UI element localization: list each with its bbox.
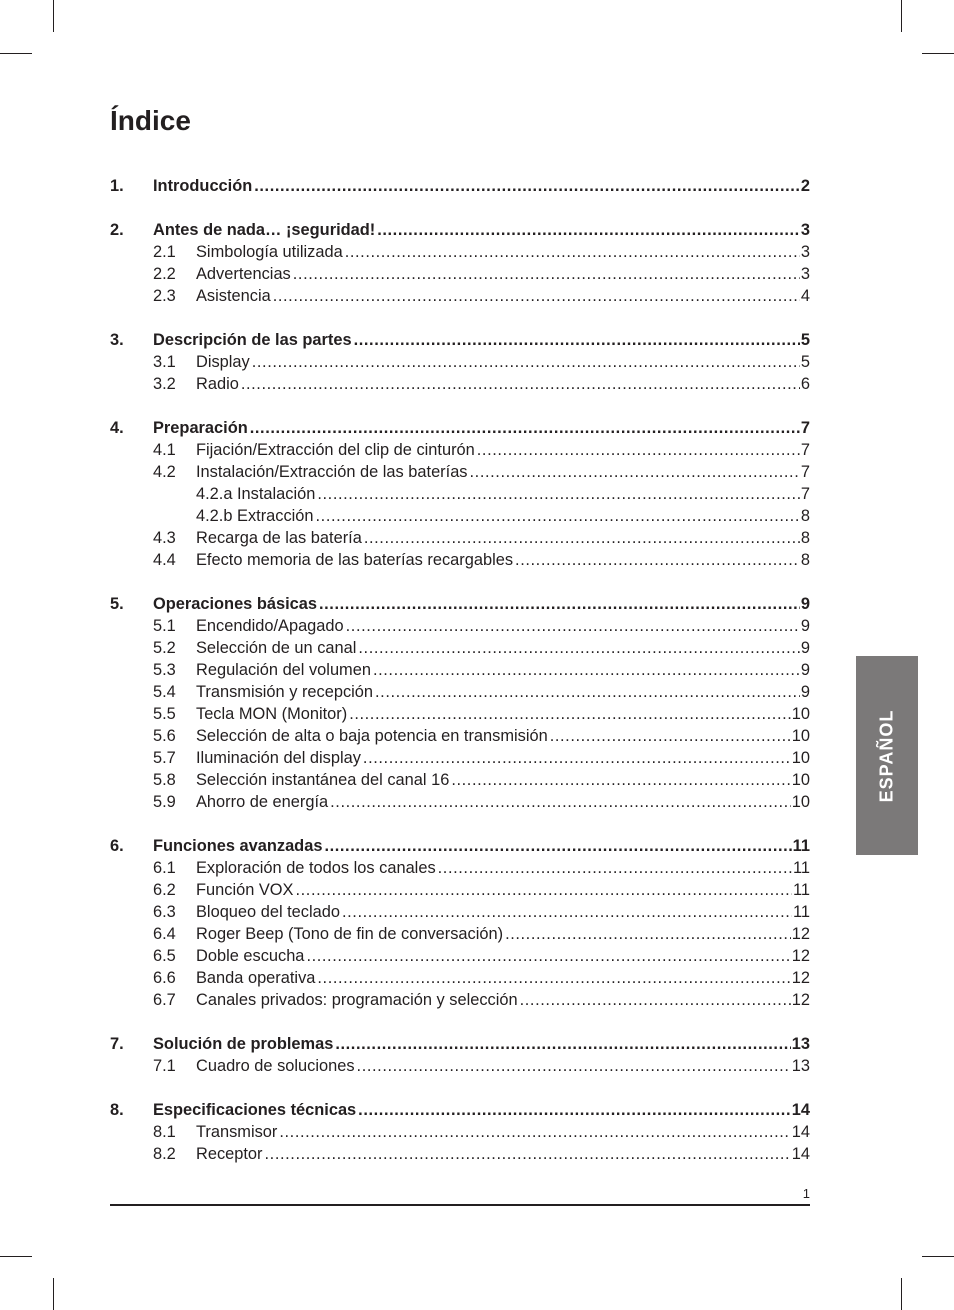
toc-number: 5.2 [153, 639, 176, 657]
toc-number: 6. [110, 837, 124, 855]
toc-entry[interactable] [110, 791, 810, 813]
toc-page-number: 11 [792, 903, 810, 921]
toc-number: 4. [110, 419, 124, 437]
toc-label: Funciones avanzadas [153, 837, 323, 855]
toc-page-number: 8 [800, 507, 810, 525]
toc-page-number: 7 [800, 419, 810, 437]
toc-page-number: 5 [800, 353, 810, 371]
toc-number: 3.1 [153, 353, 176, 371]
toc-dot-leader [324, 835, 791, 857]
toc-label: Exploración de todos los canales [196, 859, 436, 877]
toc-page-number: 3 [800, 265, 810, 283]
toc-page-number: 7 [800, 463, 810, 481]
toc-dot-leader [252, 351, 800, 373]
toc-entry[interactable] [110, 461, 810, 483]
toc-page-number: 8 [800, 529, 810, 547]
toc-entry[interactable] [110, 659, 810, 681]
toc-entry[interactable] [110, 703, 810, 725]
footer-rule [110, 1204, 810, 1206]
toc-label: Iluminación del display [196, 749, 361, 767]
toc-entry[interactable] [110, 615, 810, 637]
toc-page-number: 14 [791, 1101, 810, 1119]
toc-number: 6.6 [153, 969, 176, 987]
toc-number: 4.1 [153, 441, 176, 459]
toc-label: Cuadro de soluciones [196, 1057, 355, 1075]
toc-page-number: 7 [800, 441, 810, 459]
toc-section[interactable] [110, 1033, 810, 1055]
toc-label: Preparación [153, 419, 248, 437]
toc-page-number: 9 [800, 639, 810, 657]
crop-mark [922, 1256, 954, 1257]
toc-page-number: 10 [791, 771, 810, 789]
toc-section[interactable] [110, 835, 810, 857]
toc-label: Radio [196, 375, 239, 393]
toc-entry[interactable] [110, 483, 810, 505]
toc-number: 1. [110, 177, 124, 195]
language-tab [856, 656, 918, 855]
toc-label: Selección de alta o baja potencia en transmisión [196, 727, 548, 745]
toc-dot-leader [515, 549, 800, 571]
toc-dot-leader [505, 923, 791, 945]
toc-number: 2.3 [153, 287, 176, 305]
toc-page-number: 4 [800, 287, 810, 305]
toc-page-number: 11 [792, 881, 810, 899]
toc-label: Solución de problemas [153, 1035, 334, 1053]
toc-dot-leader [250, 417, 800, 439]
toc-page-number: 10 [791, 793, 810, 811]
toc-label: Tecla MON (Monitor) [196, 705, 348, 723]
toc-dot-leader [317, 483, 800, 505]
toc-dot-leader [330, 791, 791, 813]
toc-dot-leader [354, 329, 800, 351]
toc-dot-leader [306, 945, 790, 967]
toc-label: Introducción [153, 177, 253, 195]
toc-dot-leader [254, 175, 800, 197]
toc-label: Simbología utilizada [196, 243, 343, 261]
toc-dot-leader [358, 1099, 791, 1121]
toc-number: 6.2 [153, 881, 176, 899]
toc-number: 3.2 [153, 375, 176, 393]
crop-mark [922, 53, 954, 54]
toc-label: Encendido/Apagado [196, 617, 344, 635]
toc-page-number: 9 [800, 683, 810, 701]
toc-label: Efecto memoria de las baterías recargables [196, 551, 514, 569]
toc-number: 6.1 [153, 859, 176, 877]
toc-entry[interactable] [110, 505, 810, 527]
crop-mark [901, 0, 902, 32]
toc-entry[interactable] [110, 241, 810, 263]
toc-page-number: 12 [791, 991, 810, 1009]
toc-entry[interactable] [110, 769, 810, 791]
toc-number: 6.7 [153, 991, 176, 1009]
crop-mark [0, 53, 32, 54]
toc-entry[interactable] [110, 1143, 810, 1165]
toc-label: Selección instantánea del canal 16 [196, 771, 450, 789]
toc-dot-leader [363, 747, 791, 769]
toc-section[interactable] [110, 175, 810, 197]
toc-page-number: 10 [791, 727, 810, 745]
toc-page-number: 10 [791, 705, 810, 723]
toc-label: Roger Beep (Tono de fin de conversación) [196, 925, 504, 943]
toc-number: 7. [110, 1035, 124, 1053]
language-tab-label: ESPAÑOL [876, 709, 897, 802]
toc-entry[interactable] [110, 945, 810, 967]
toc-page-number: 12 [791, 969, 810, 987]
toc-number: 5.7 [153, 749, 176, 767]
toc-dot-leader [265, 1143, 791, 1165]
crop-mark [0, 1256, 32, 1257]
toc-number: 5. [110, 595, 124, 613]
toc-label: Ahorro de energía [196, 793, 329, 811]
toc-page-number: 9 [800, 661, 810, 679]
toc-page-number: 6 [800, 375, 810, 393]
toc-number: 3. [110, 331, 124, 349]
toc-entry[interactable] [110, 989, 810, 1011]
toc-section[interactable] [110, 593, 810, 615]
toc-page-number: 11 [792, 859, 810, 877]
toc-dot-leader [520, 989, 791, 1011]
toc-label: Instalación/Extracción de las baterías [196, 463, 468, 481]
toc-entry[interactable] [110, 637, 810, 659]
toc-label: Banda operativa [196, 969, 316, 987]
toc-number: 5.1 [153, 617, 176, 635]
toc-dot-leader [377, 219, 800, 241]
toc-number: 4.3 [153, 529, 176, 547]
toc-page-number: 12 [791, 947, 810, 965]
toc-dot-leader [438, 857, 792, 879]
toc-label: Canales privados: programación y selección [196, 991, 518, 1009]
toc-label: Display [196, 353, 250, 371]
toc-label: Transmisión y recepción [196, 683, 374, 701]
toc-entry[interactable] [110, 681, 810, 703]
toc-dot-leader [451, 769, 790, 791]
toc-page-number: 10 [791, 749, 810, 767]
toc-entry[interactable] [110, 967, 810, 989]
toc-label: Selección de un canal [196, 639, 357, 657]
toc-entry[interactable] [110, 549, 810, 571]
toc-dot-leader [273, 285, 800, 307]
toc-number: 7.1 [153, 1057, 176, 1075]
toc-label: Recarga de las batería [196, 529, 362, 547]
crop-mark [53, 1278, 54, 1310]
toc-entry[interactable] [110, 1055, 810, 1077]
toc-label: Regulación del volumen [196, 661, 371, 679]
toc-page-number: 3 [800, 221, 810, 239]
toc-dot-leader [373, 659, 800, 681]
toc-dot-leader [316, 505, 800, 527]
toc-number: 2.1 [153, 243, 176, 261]
toc-number: 2. [110, 221, 124, 239]
toc-number: 8.2 [153, 1145, 176, 1163]
toc-page-number: 9 [800, 617, 810, 635]
toc-page-number: 9 [800, 595, 810, 613]
toc-label: Descripción de las partes [153, 331, 352, 349]
toc-label: Especificaciones técnicas [153, 1101, 357, 1119]
toc-dot-leader [342, 901, 792, 923]
toc-page-number: 13 [791, 1057, 810, 1075]
toc-number: 5.9 [153, 793, 176, 811]
toc-label: Antes de nada… ¡seguridad! [153, 221, 376, 239]
toc-label: Asistencia [196, 287, 271, 305]
toc-entry[interactable] [110, 263, 810, 285]
toc-entry[interactable] [110, 857, 810, 879]
toc-entry[interactable] [110, 725, 810, 747]
toc-page-number: 13 [791, 1035, 810, 1053]
toc-label: Operaciones básicas [153, 595, 317, 613]
toc-number: 4.2 [153, 463, 176, 481]
toc-page-number: 11 [792, 837, 810, 855]
crop-mark [901, 1278, 902, 1310]
toc-label: Transmisor [196, 1123, 278, 1141]
toc-dot-leader [349, 703, 791, 725]
toc-dot-leader [279, 1121, 790, 1143]
toc-page-number: 2 [800, 177, 810, 195]
toc-entry[interactable] [110, 373, 810, 395]
toc-dot-leader [358, 637, 799, 659]
toc-section[interactable] [110, 417, 810, 439]
toc-entry[interactable] [110, 747, 810, 769]
toc-dot-leader [293, 263, 800, 285]
toc-page-number: 7 [800, 485, 810, 503]
toc-page-number: 14 [791, 1123, 810, 1141]
page-number: 1 [802, 1186, 810, 1201]
toc-dot-leader [477, 439, 800, 461]
toc-entry[interactable] [110, 439, 810, 461]
toc-entry[interactable] [110, 1121, 810, 1143]
toc-dot-leader [470, 461, 800, 483]
toc-number: 6.3 [153, 903, 176, 921]
toc-page-number: 8 [800, 551, 810, 569]
toc-dot-leader [364, 527, 800, 549]
toc-dot-leader [319, 593, 800, 615]
table-of-contents [110, 175, 810, 1165]
toc-entry[interactable] [110, 901, 810, 923]
toc-section[interactable] [110, 219, 810, 241]
toc-entry[interactable] [110, 879, 810, 901]
toc-number: 6.5 [153, 947, 176, 965]
toc-label: Receptor [196, 1145, 263, 1163]
toc-label: Fijación/Extracción del clip de cinturón [196, 441, 475, 459]
crop-mark [53, 0, 54, 32]
toc-label: 4.2.a Instalación [196, 485, 316, 503]
toc-page-number: 3 [800, 243, 810, 261]
toc-number: 6.4 [153, 925, 176, 943]
toc-label: Doble escucha [196, 947, 305, 965]
toc-dot-leader [375, 681, 800, 703]
toc-dot-leader [357, 1055, 791, 1077]
toc-dot-leader [345, 241, 800, 263]
toc-dot-leader [550, 725, 791, 747]
page-title: Índice [110, 105, 191, 136]
toc-entry[interactable] [110, 285, 810, 307]
toc-dot-leader [295, 879, 792, 901]
toc-page-number: 12 [791, 925, 810, 943]
toc-page-number: 5 [800, 331, 810, 349]
toc-number: 4.4 [153, 551, 176, 569]
toc-section[interactable] [110, 1099, 810, 1121]
toc-number: 8.1 [153, 1123, 176, 1141]
toc-page-number: 14 [791, 1145, 810, 1163]
toc-number: 2.2 [153, 265, 176, 283]
toc-dot-leader [241, 373, 800, 395]
toc-number: 5.6 [153, 727, 176, 745]
toc-number: 5.5 [153, 705, 176, 723]
toc-label: Función VOX [196, 881, 294, 899]
toc-label: Bloqueo del teclado [196, 903, 340, 921]
toc-entry[interactable] [110, 351, 810, 373]
toc-dot-leader [346, 615, 800, 637]
toc-label: 4.2.b Extracción [196, 507, 314, 525]
toc-dot-leader [335, 1033, 790, 1055]
toc-entry[interactable] [110, 923, 810, 945]
toc-number: 5.3 [153, 661, 176, 679]
toc-entry[interactable] [110, 527, 810, 549]
toc-number: 5.8 [153, 771, 176, 789]
toc-dot-leader [317, 967, 790, 989]
toc-label: Advertencias [196, 265, 291, 283]
toc-number: 5.4 [153, 683, 176, 701]
toc-section[interactable] [110, 329, 810, 351]
toc-number: 8. [110, 1101, 124, 1119]
